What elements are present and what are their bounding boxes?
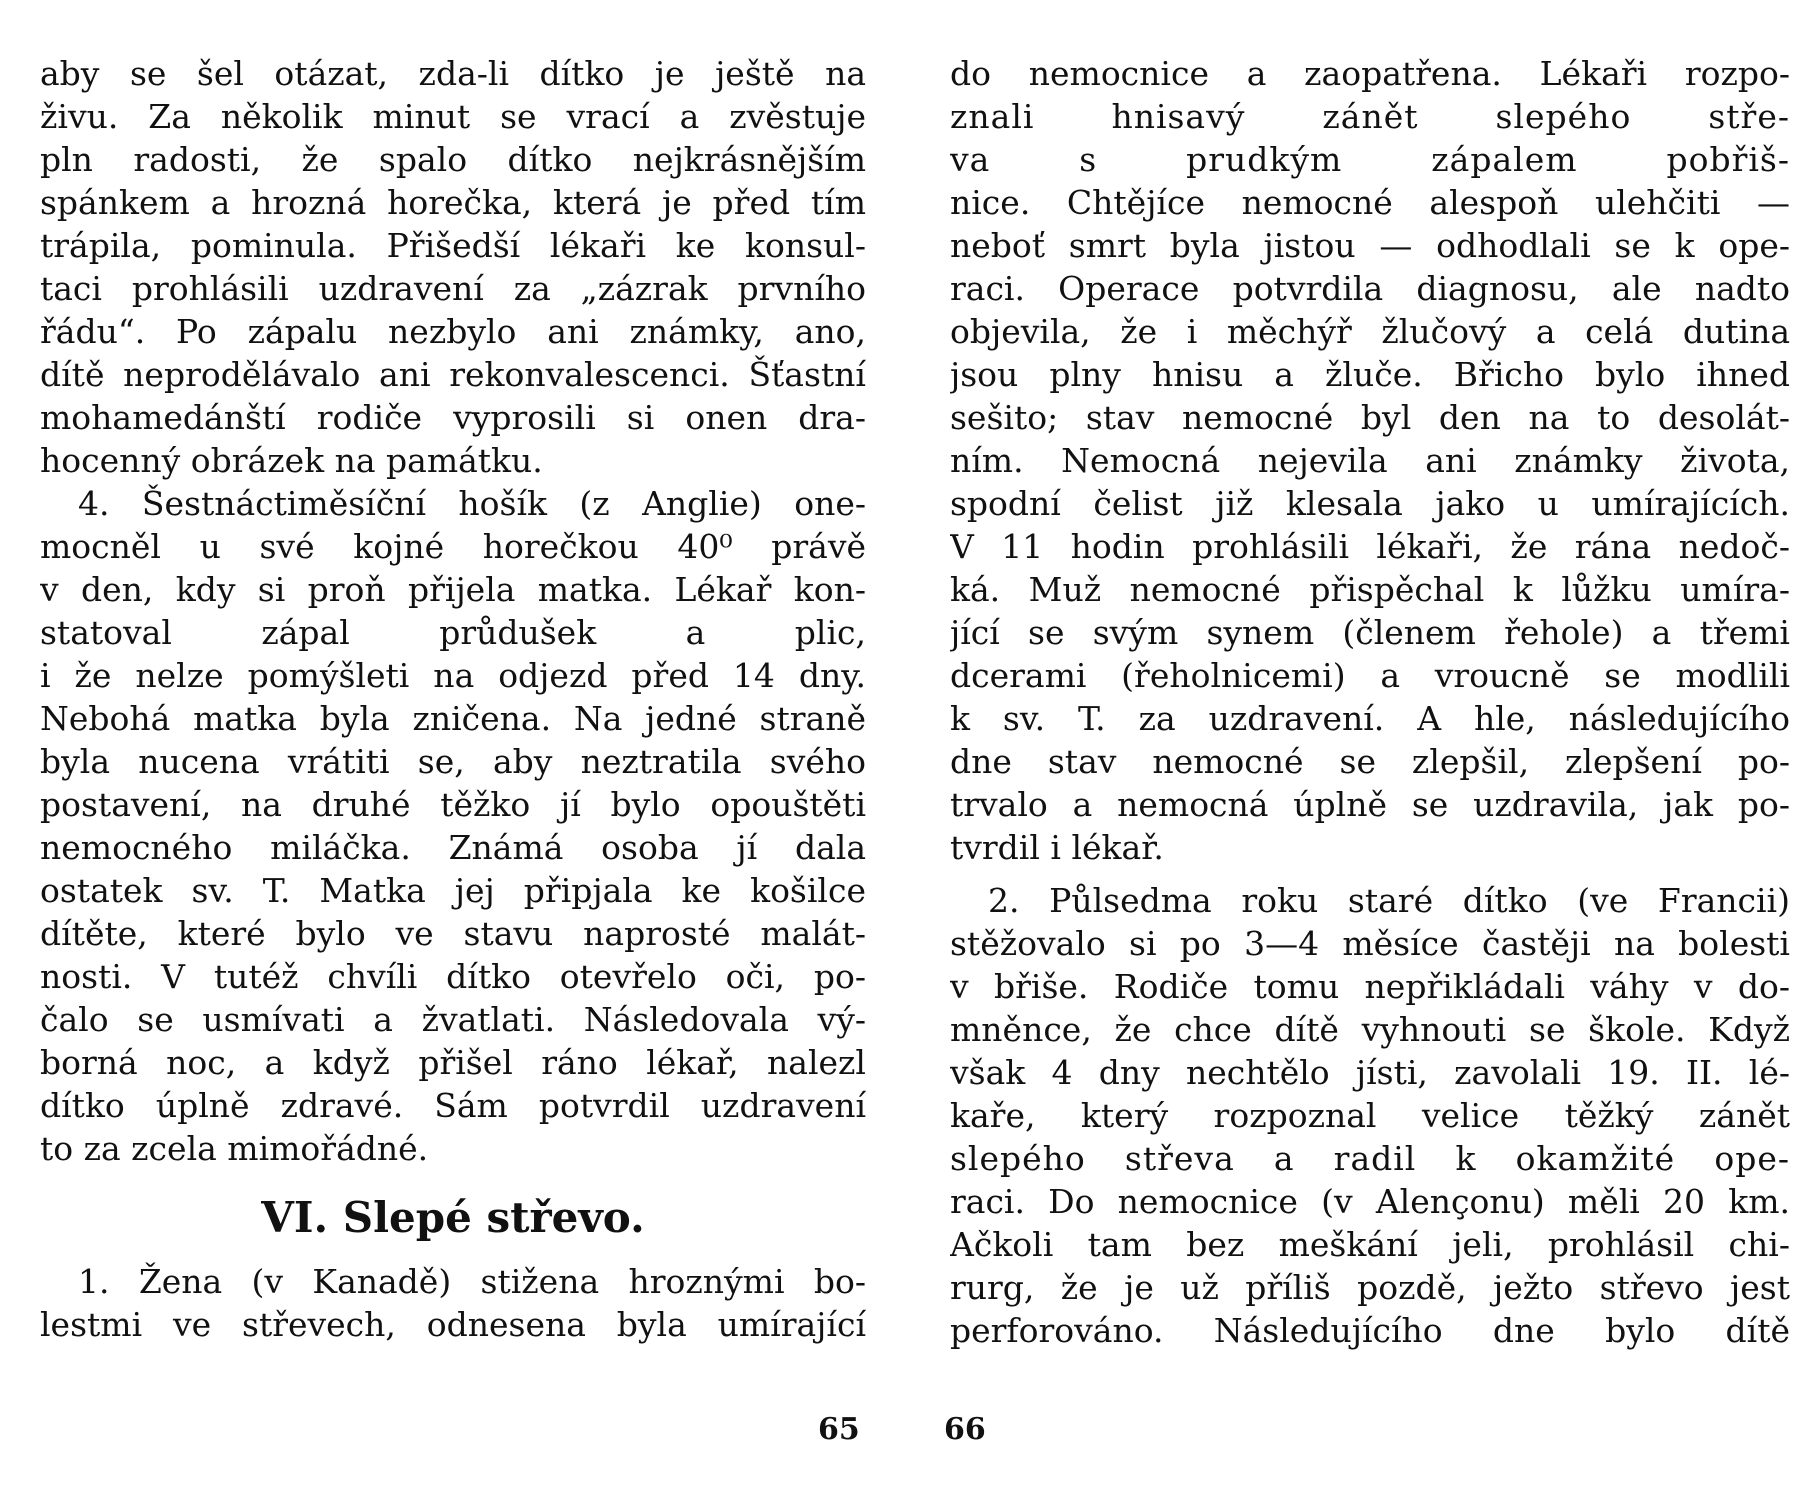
text-line: 1. Žena (v Kanadě) stižena hroznými bo- <box>78 1262 866 1301</box>
text-line: lestmi ve střevech, odnesena byla umírající <box>40 1305 866 1344</box>
page-number: 66 <box>944 1412 986 1447</box>
text-line: byla nucena vrátiti se, aby neztratila svého <box>40 742 866 781</box>
text-line: ostatek sv. T. Matka jej připjala ke košilce <box>40 871 866 910</box>
text-line: mohamedánští rodiče vyprosili si onen dra- <box>40 398 866 437</box>
text-line: ká. Muž nemocné přispěchal k lůžku umíra- <box>950 570 1790 609</box>
text-line: statoval zápal průdušek a plic, <box>40 613 866 652</box>
text-line: sešito; stav nemocné byl den na to desolát- <box>950 398 1790 437</box>
text-line: aby se šel otázat, zda-li dítko je ještě na <box>40 54 866 93</box>
text-line: V 11 hodin prohlásili lékaři, že rána nedoč- <box>950 527 1790 566</box>
text-line: raci. Do nemocnice (v Alençonu) měli 20 km. <box>950 1182 1790 1221</box>
text-line: nosti. V tutéž chvíli dítko otevřelo oči, po- <box>40 957 866 996</box>
text-line: dne stav nemocné se zlepšil, zlepšení po- <box>950 742 1790 781</box>
text-line: tvrdil i lékař. <box>950 828 1164 867</box>
text-line: k sv. T. za uzdravení. A hle, následujícího <box>950 699 1790 738</box>
text-line: dítko úplně zdravé. Sám potvrdil uzdravení <box>40 1086 866 1125</box>
left-text-column <box>40 52 866 1346</box>
text-line: živu. Za několik minut se vrací a zvěstuje <box>40 97 866 136</box>
text-line: znali hnisavý zánět slepého stře- <box>950 97 1790 136</box>
text-line: objevila, že i měchýř žlučový a celá dutina <box>950 312 1790 351</box>
right-page <box>907 0 1814 1500</box>
text-line: nemocného miláčka. Známá osoba jí dala <box>40 828 866 867</box>
text-line: borná noc, a když přišel ráno lékař, nalezl <box>40 1043 866 1082</box>
text-line: trvalo a nemocná úplně se uzdravila, jak po- <box>950 785 1790 824</box>
text-line: taci prohlásili uzdravení za „zázrak prvního <box>40 269 866 308</box>
text-line: i že nelze pomýšleti na odjezd před 14 dny. <box>40 656 866 695</box>
text-line: spodní čelist již klesala jako u umírajících. <box>950 484 1790 523</box>
text-line: perforováno. Následujícího dne bylo dítě <box>950 1311 1790 1350</box>
text-line: trápila, pominula. Přišedší lékaři ke konsul- <box>40 226 866 265</box>
text-line: pln radosti, že spalo dítko nejkrásnějším <box>40 140 866 179</box>
section-heading: VI. Slepé střevo. <box>261 1193 645 1242</box>
text-line: hocenný obrázek na památku. <box>40 441 543 480</box>
text-line: spánkem a hrozná horečka, která je před tím <box>40 183 866 222</box>
text-line: nice. Chtějíce nemocné alespoň ulehčiti — <box>950 183 1790 222</box>
text-line: dcerami (řeholnicemi) a vroucně se modlili <box>950 656 1790 695</box>
text-line: jsou plny hnisu a žluče. Břicho bylo ihned <box>950 355 1790 394</box>
text-line: 2. Půlsedma roku staré dítko (ve Francii) <box>988 881 1790 920</box>
text-line: dítě neprodělávalo ani rekonvalescenci. Šťastní <box>40 355 866 394</box>
text-line: dítěte, které bylo ve stavu naprosté malát- <box>40 914 866 953</box>
text-line: řádu“. Po zápalu nezbylo ani známky, ano, <box>40 312 866 351</box>
text-line: mněnce, že chce dítě vyhnouti se škole. Když <box>950 1010 1790 1049</box>
text-line: však 4 dny nechtělo jísti, zavolali 19. II. lé- <box>950 1053 1790 1092</box>
text-line: jící se svým synem (členem řehole) a třemi <box>950 613 1790 652</box>
text-line: postavení, na druhé těžko jí bylo opouštěti <box>40 785 866 824</box>
right-text-column <box>950 52 1790 1352</box>
text-line: ním. Nemocná nejevila ani známky života, <box>950 441 1790 480</box>
text-line: v den, kdy si proň přijela matka. Lékař kon- <box>40 570 866 609</box>
text-line: raci. Operace potvrdila diagnosu, ale nadto <box>950 269 1790 308</box>
text-line: čalo se usmívati a žvatlati. Následovala vý- <box>40 1000 866 1039</box>
text-line: 4. Šestnáctiměsíční hošík (z Anglie) one- <box>78 484 866 523</box>
text-line: slepého střeva a radil k okamžité ope- <box>950 1139 1790 1178</box>
text-line: to za zcela mimořádné. <box>40 1129 429 1168</box>
text-line: mocněl u své kojné horečkou 40⁰ právě <box>40 527 866 566</box>
text-line: do nemocnice a zaopatřena. Lékaři rozpo- <box>950 54 1790 93</box>
text-line: rurg, že je už příliš pozdě, ježto střevo jest <box>950 1268 1790 1307</box>
text-line: neboť smrt byla jistou — odhodlali se k ope- <box>950 226 1790 265</box>
text-line: va s prudkým zápalem pobřiš- <box>950 140 1790 179</box>
page-number: 65 <box>818 1412 860 1447</box>
text-line: kaře, který rozpoznal velice těžký zánět <box>950 1096 1790 1135</box>
text-line: v břiše. Rodiče tomu nepřikládali váhy v do- <box>950 967 1790 1006</box>
text-line: stěžovalo si po 3—4 měsíce častěji na bolesti <box>950 924 1790 963</box>
text-line: Ačkoli tam bez meškání jeli, prohlásil chi- <box>950 1225 1790 1264</box>
text-line: Nebohá matka byla zničena. Na jedné straně <box>40 699 866 738</box>
